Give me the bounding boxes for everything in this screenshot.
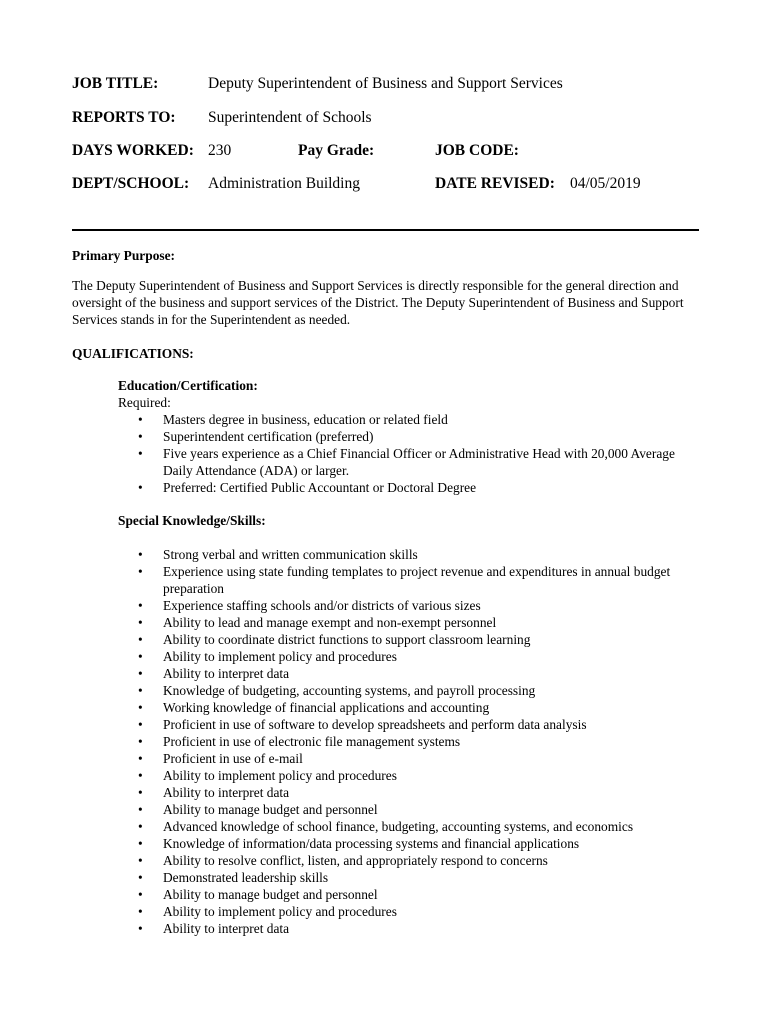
- list-item: • Proficient in use of electronic file management systems: [138, 733, 702, 750]
- list-item: • Ability to manage budget and personnel: [138, 801, 702, 818]
- list-item: • Ability to implement policy and procedures: [138, 903, 702, 920]
- list-item: • Advanced knowledge of school finance, budgeting, accounting systems, and economics: [138, 818, 702, 835]
- job-code-label: JOB CODE:: [435, 142, 519, 159]
- list-item: • Preferred: Certified Public Accountant or Doctoral Degree: [138, 479, 702, 496]
- list-item: • Ability to interpret data: [138, 784, 702, 801]
- skills-list: [138, 546, 702, 937]
- list-item: • Ability to interpret data: [138, 665, 702, 682]
- list-item: • Ability to implement policy and procedures: [138, 767, 702, 784]
- list-item: • Proficient in use of e-mail: [138, 750, 702, 767]
- list-item: • Experience using state funding templates to project revenue and expenditures in annual budget preparation: [138, 563, 702, 597]
- dept-school-label: DEPT/SCHOOL:: [72, 175, 190, 192]
- list-item: • Ability to manage budget and personnel: [138, 886, 702, 903]
- job-title-label: JOB TITLE:: [72, 75, 159, 92]
- list-item: • Demonstrated leadership skills: [138, 869, 702, 886]
- list-item: • Working knowledge of financial applications and accounting: [138, 699, 702, 716]
- list-item: • Experience staffing schools and/or districts of various sizes: [138, 597, 702, 614]
- list-item: • Ability to coordinate district functions to support classroom learning: [138, 631, 702, 648]
- list-item: • Proficient in use of software to develop spreadsheets and perform data analysis: [138, 716, 702, 733]
- skills-title: Special Knowledge/Skills:: [118, 513, 266, 528]
- education-title: Education/Certification:: [118, 378, 258, 393]
- reports-to-label: REPORTS TO:: [72, 109, 176, 126]
- dept-school-value: Administration Building: [208, 175, 360, 192]
- list-item: • Knowledge of budgeting, accounting systems, and payroll processing: [138, 682, 702, 699]
- education-list: [138, 411, 702, 496]
- header-divider: [72, 229, 699, 231]
- required-label: Required:: [118, 395, 171, 410]
- document-body: [72, 247, 702, 937]
- list-item: • Ability to implement policy and procedures: [138, 648, 702, 665]
- days-worked-label: DAYS WORKED:: [72, 142, 194, 159]
- list-item: • Masters degree in business, education or related field: [138, 411, 702, 428]
- qualifications-title: QUALIFICATIONS:: [72, 346, 194, 361]
- list-item: • Ability to lead and manage exempt and non-exempt personnel: [138, 614, 702, 631]
- date-revised-value: 04/05/2019: [570, 175, 641, 192]
- education-section: [118, 377, 702, 411]
- list-item: • Strong verbal and written communication skills: [138, 546, 702, 563]
- list-item: • Five years experience as a Chief Financial Officer or Administrative Head with 20,000 Average Daily Attendance (ADA) or larger.: [138, 445, 702, 479]
- primary-purpose-text: The Deputy Superintendent of Business and Support Services is directly responsible for the general direction and oversight of the business and support services of the District. The Deputy Superintendent of Business and Support Services stands in for the Superintendent as needed.: [72, 278, 684, 327]
- list-item: • Knowledge of information/data processing systems and financial applications: [138, 835, 702, 852]
- reports-to-value: Superintendent of Schools: [208, 109, 372, 126]
- date-revised-label: DATE REVISED:: [435, 175, 555, 192]
- days-worked-value: 230: [208, 142, 232, 159]
- primary-purpose-title: Primary Purpose:: [72, 248, 176, 263]
- pay-grade-label: Pay Grade:: [298, 142, 375, 159]
- list-item: • Ability to interpret data: [138, 920, 702, 937]
- list-item: • Superintendent certification (preferred): [138, 428, 702, 445]
- list-item: • Ability to resolve conflict, listen, and appropriately respond to concerns: [138, 852, 702, 869]
- job-title-value: Deputy Superintendent of Business and Support Services: [208, 75, 563, 92]
